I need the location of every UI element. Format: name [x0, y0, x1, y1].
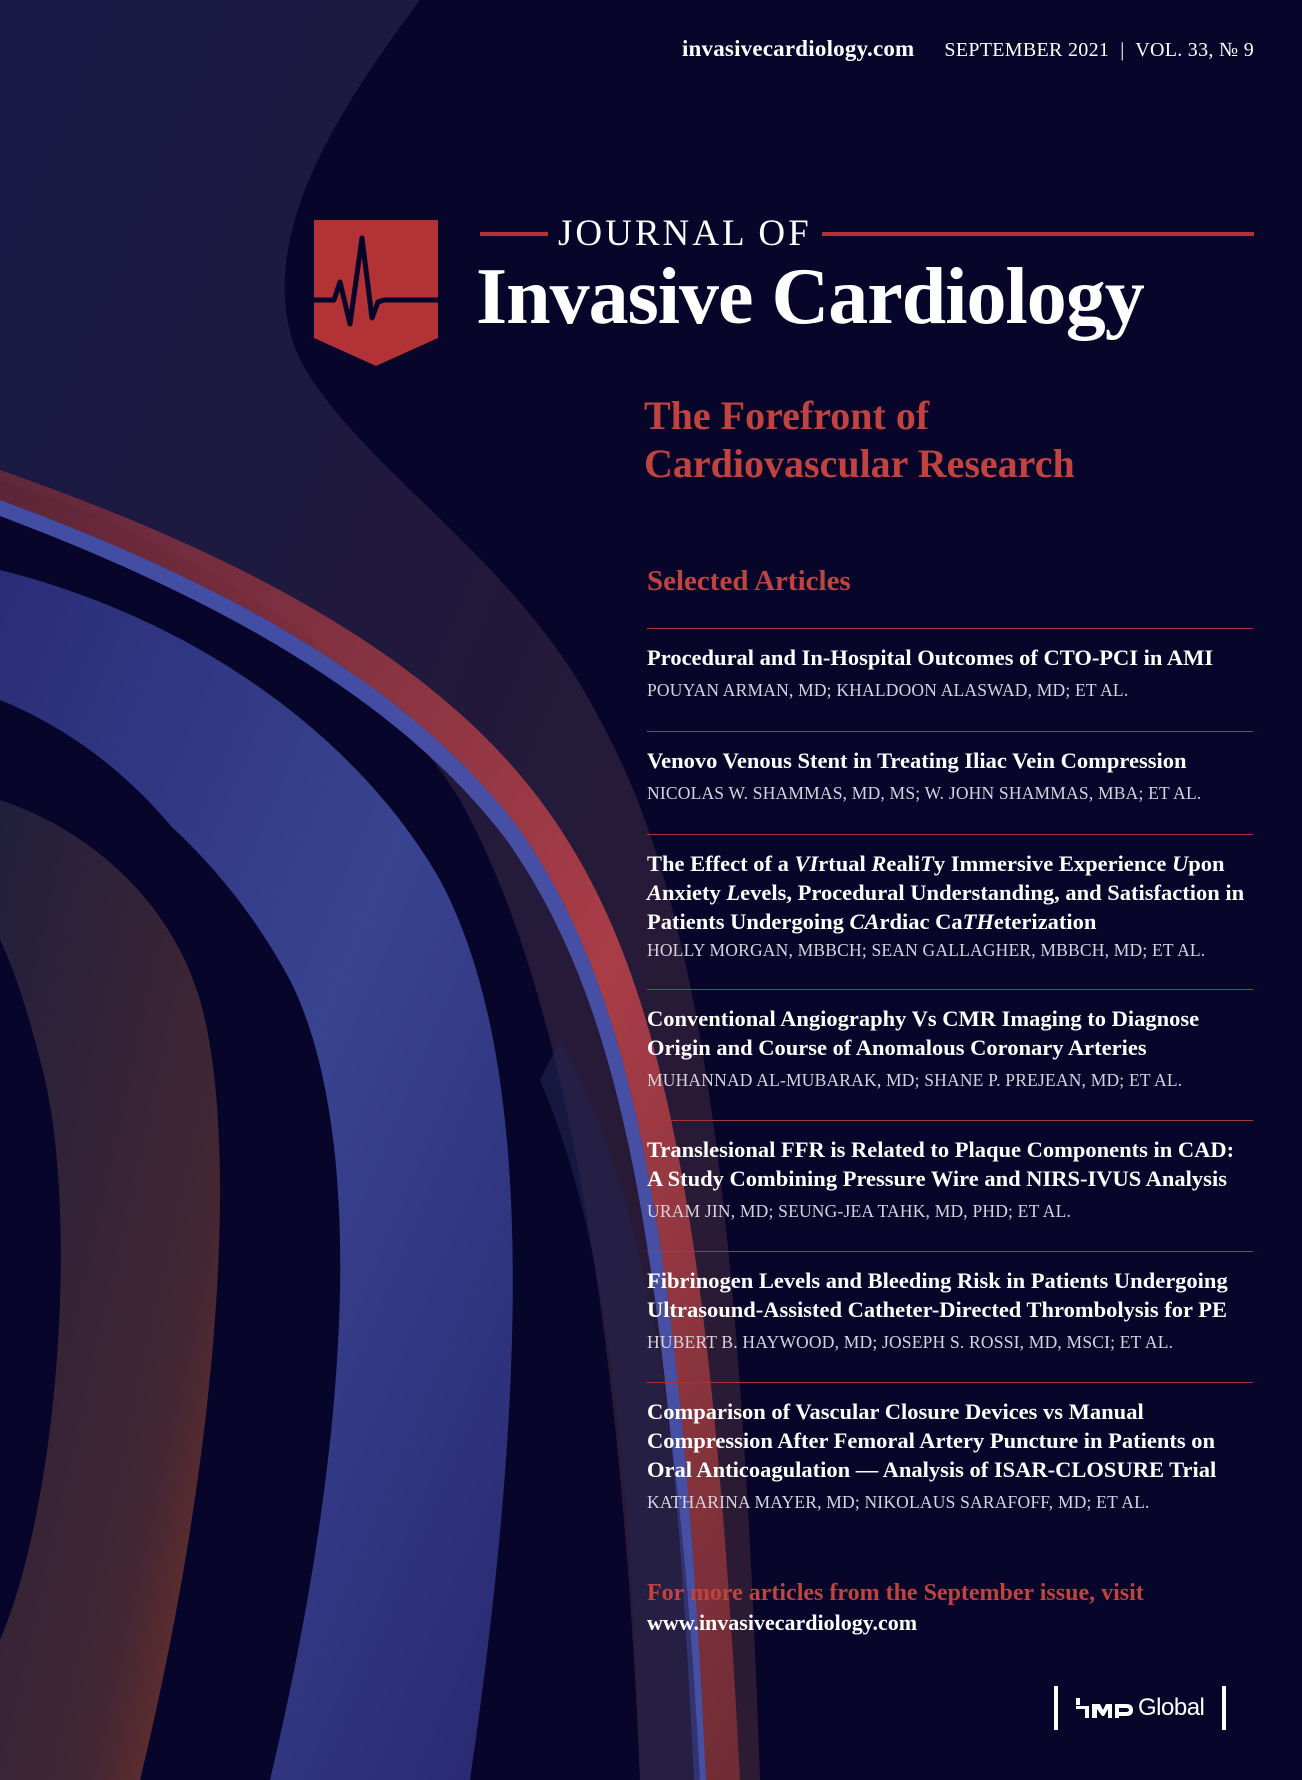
tagline-line-2: Cardiovascular Research — [644, 441, 1075, 486]
article-item[interactable] — [647, 628, 1253, 731]
heartbeat-shield-icon — [314, 220, 438, 366]
tagline-line-1: The Forefront of — [644, 393, 930, 438]
article-authors: HUBERT B. HAYWOOD, MD; JOSEPH S. ROSSI, MD, MSCI; ET AL. — [647, 1332, 1174, 1352]
article-title[interactable]: Procedural and In-Hospital Outcomes of CTO-PCI in AMI — [647, 645, 1214, 670]
article-item[interactable] — [647, 1251, 1253, 1382]
article-authors: MUHANNAD AL-MUBARAK, MD; SHANE P. PREJEAN, MD; ET AL. — [647, 1070, 1183, 1090]
publisher-bar-right — [1222, 1686, 1226, 1730]
issue-header — [0, 36, 1254, 62]
kicker-text: JOURNAL OF — [558, 213, 812, 254]
article-title[interactable]: Fibrinogen Levels and Bleeding Risk in Patients Undergoing Ultrasound-Assisted Catheter-Directed Thrombolysis for PE — [647, 1268, 1228, 1322]
publisher-logo — [1054, 1685, 1226, 1731]
article-title[interactable]: The Effect of a VIrtual RealiTy Immersive Experience Upon Anxiety Levels, Procedural Understanding, and Satisfaction in Patients Undergoing CArdiac CaTHeterization — [647, 851, 1245, 934]
article-title[interactable]: Venovo Venous Stent in Treating Iliac Vein Compression — [647, 748, 1187, 773]
cta-text: For more articles from the September issue, visit — [647, 1580, 1144, 1606]
article-title[interactable]: Conventional Angiography Vs CMR Imaging to Diagnose Origin and Course of Anomalous Coronary Arteries — [647, 1006, 1200, 1060]
article-list — [647, 628, 1253, 1537]
article-authors: NICOLAS W. SHAMMAS, MD, MS; W. JOHN SHAMMAS, MBA; ET AL. — [647, 783, 1202, 803]
kicker-rule-left — [480, 232, 548, 236]
publisher-bar-left — [1054, 1686, 1058, 1730]
hmp-mark-icon — [1076, 1696, 1134, 1720]
article-title[interactable]: Translesional FFR is Related to Plaque Components in CAD: A Study Combining Pressure Wire and NIRS-IVUS Analysis — [647, 1137, 1235, 1191]
article-authors: KATHARINA MAYER, MD; NIKOLAUS SARAFOFF, MD; ET AL. — [647, 1492, 1150, 1512]
issue-date: SEPTEMBER 2021 — [944, 39, 1110, 61]
kicker-rule-right — [822, 232, 1254, 236]
article-item[interactable] — [647, 834, 1253, 989]
article-item[interactable] — [647, 1120, 1253, 1251]
header-separator: | — [1120, 39, 1125, 61]
website-link[interactable]: invasivecardiology.com — [681, 36, 915, 61]
article-title[interactable]: Comparison of Vascular Closure Devices vs Manual Compression After Femoral Artery Puncture in Patients on Oral Anticoagulation — Analysis of ISAR-CLOSURE Trial — [647, 1399, 1217, 1482]
article-item[interactable] — [647, 731, 1253, 834]
volume-number: VOL. 33, № 9 — [1135, 39, 1254, 61]
more-articles-cta — [647, 1578, 1144, 1638]
selected-articles-heading: Selected Articles — [647, 565, 851, 597]
journal-kicker — [480, 212, 1254, 256]
article-authors: HOLLY MORGAN, MBBCH; SEAN GALLAGHER, MBBCH, MD; ET AL. — [647, 940, 1206, 960]
article-authors: POUYAN ARMAN, MD; KHALDOON ALASWAD, MD; ET AL. — [647, 680, 1129, 700]
article-item[interactable] — [647, 1382, 1253, 1537]
publisher-name: Global — [1138, 1694, 1205, 1721]
article-item[interactable] — [647, 989, 1253, 1120]
cta-url-link[interactable]: www.invasivecardiology.com — [647, 1610, 918, 1635]
tagline — [644, 392, 1075, 488]
article-authors: URAM JIN, MD; SEUNG-JEA TAHK, MD, PHD; ET AL. — [647, 1201, 1072, 1221]
journal-title: Invasive Cardiology — [476, 253, 1144, 341]
